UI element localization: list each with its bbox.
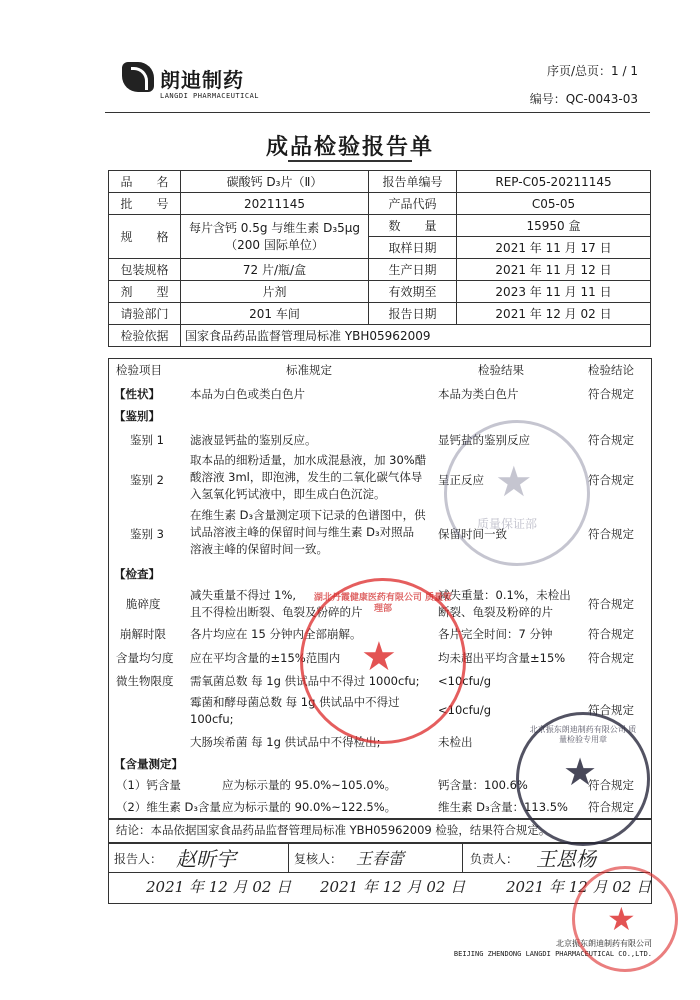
spec-line-2: （200 国际单位） — [225, 237, 324, 252]
traits-result: 本品为类白色片 — [438, 387, 519, 401]
id1-result: 显钙盐的鉴别反应 — [438, 433, 530, 447]
col-item-header: 检验项目 — [116, 363, 162, 377]
vitd3-item: （2）维生素 D₃含量 — [116, 800, 221, 814]
traits-std: 本品为白色或类白色片 — [190, 387, 305, 401]
vitd3-result: 维生素 D₃含量：113.5% — [438, 800, 568, 814]
id2-conclusion: 符合规定 — [588, 473, 634, 487]
footer-stamp-star-icon: ★ — [607, 900, 636, 938]
title-underline — [288, 160, 412, 162]
spec-line-1: 每片含钙 0.5g 与维生素 D₃5μg — [188, 220, 361, 235]
disintegration-result: 各片完全时间：7 分钟 — [438, 627, 553, 641]
manager-signature: 王恩杨 — [536, 847, 596, 871]
calcium-std: 应为标示量的 95.0%~105.0%。 — [222, 778, 397, 792]
disintegration-conclusion: 符合规定 — [588, 627, 634, 641]
id1-item: 鉴别 1 — [130, 433, 164, 447]
header-rule — [105, 112, 650, 113]
signoff-rule — [108, 872, 650, 873]
vitd3-conclusion: 符合规定 — [588, 800, 634, 814]
friability-conclusion: 符合规定 — [588, 597, 634, 611]
calcium-result: 钙含量：100.6% — [438, 778, 528, 792]
qa-stamp-icon — [444, 420, 590, 566]
basis-label: 检验依据 — [109, 325, 181, 347]
uniformity-result: 均未超出平均含量±15% — [438, 651, 566, 665]
report-no-label: 报告单编号 — [369, 171, 457, 193]
red-stamp-star-icon: ★ — [361, 634, 397, 680]
traits-conclusion: 符合规定 — [588, 387, 634, 401]
col-result-header: 检验结果 — [478, 363, 524, 377]
qty-label: 数 量 — [369, 215, 457, 237]
disintegration-std: 各片均应在 15 分钟内全部崩解。 — [190, 627, 362, 641]
uniformity-item: 含量均匀度 — [116, 651, 174, 665]
disintegration-item: 崩解时限 — [120, 627, 166, 641]
company-logo-icon — [122, 62, 154, 92]
manager-date: 2021 年 12 月 02 日 — [506, 878, 652, 896]
id1-std: 滤液显钙盐的鉴别反应。 — [190, 433, 317, 447]
reviewer-date: 2021 年 12 月 02 日 — [320, 878, 466, 896]
id3-result: 保留时间一致 — [438, 527, 507, 541]
red-company-stamp-icon — [300, 578, 466, 744]
sample-date-value: 2021 年 11 月 17 日 — [457, 237, 651, 259]
batch-value: 20211145 — [181, 193, 369, 215]
document-number: 编号：QC-0043-03 — [529, 92, 638, 106]
id2-std-line-3: 入氢氧化钙试液中，即生成白色沉淀。 — [190, 487, 386, 501]
reporter-signature: 赵昕宇 — [176, 847, 236, 871]
footer-company-en: BEIJING ZHENDONG LANGDI PHARMACEUTICAL CO.,LTD. — [453, 950, 652, 958]
calcium-item: （1）钙含量 — [116, 778, 181, 792]
batch-label: 批 号 — [109, 193, 181, 215]
vitd3-std: 应为标示量的 90.0%~122.5%。 — [222, 800, 397, 814]
red-stamp-text: 湖北丹霞健康医药有限公司 质量管理部 — [313, 593, 453, 614]
microbial-std-line-2: 霉菌和酵母菌总数 每 1g 供试品中不得过 — [190, 695, 400, 709]
id3-std-line-3: 溶液主峰的保留时间一致。 — [190, 542, 328, 556]
report-no-value: REP-C05-20211145 — [457, 171, 651, 193]
basis-value: 国家食品药品监督管理局标准 YBH05962009 — [181, 325, 651, 347]
expiry-label: 有效期至 — [369, 281, 457, 303]
id2-std-line-1: 取本品的细粉适量，加水成混悬液，加 30%醋 — [190, 453, 427, 467]
microbial-result-3: 未检出 — [438, 735, 473, 749]
id2-std-line-2: 酸溶液 3ml，即泡沸，发生的二氧化碳气体导 — [190, 470, 423, 484]
uniformity-conclusion: 符合规定 — [588, 651, 634, 665]
col-std-header: 标准规定 — [286, 363, 332, 377]
friability-item: 脆碎度 — [126, 597, 161, 611]
section-identification: 【鉴别】 — [114, 409, 160, 423]
dept-value: 201 车间 — [181, 303, 369, 325]
reviewer-label: 复核人： — [294, 852, 343, 866]
friability-std-line-2: 且不得检出断裂、龟裂及粉碎的片 — [190, 605, 363, 619]
calcium-conclusion: 符合规定 — [588, 778, 634, 792]
blue-inspection-stamp-icon — [516, 712, 650, 846]
sample-date-label: 取样日期 — [369, 237, 457, 259]
product-value: 碳酸钙 D₃片（Ⅱ） — [181, 171, 369, 193]
id2-item: 鉴别 2 — [130, 473, 164, 487]
prod-date-value: 2021 年 11 月 12 日 — [457, 259, 651, 281]
info-table — [108, 170, 651, 347]
conclusion-text: 结论：本品依据国家食品药品监督管理局标准 YBH05962009 检验，结果符合规定。 — [116, 823, 551, 837]
id3-item: 鉴别 3 — [130, 527, 164, 541]
reviewer-signature: 王春蕾 — [356, 849, 405, 868]
footer-company-cn: 北京振东朗迪制药有限公司 — [556, 939, 652, 948]
uniformity-std: 应在平均含量的±15%范围内 — [190, 651, 341, 665]
section-check: 【检查】 — [114, 567, 160, 581]
page-number: 序页/总页：1 / 1 — [547, 64, 638, 78]
form-value: 片剂 — [181, 281, 369, 303]
prod-date-label: 生产日期 — [369, 259, 457, 281]
product-label: 品 名 — [109, 171, 181, 193]
report-date-label: 报告日期 — [369, 303, 457, 325]
id3-std-line-1: 在维生素 D₃含量测定项下记录的色谱图中，供 — [190, 508, 426, 522]
friability-result-line-2: 断裂、龟裂及粉碎的片 — [438, 605, 553, 619]
id3-std-line-2: 试品溶液主峰的保留时间与维生素 D₃对照品 — [190, 525, 415, 539]
microbial-std-line-4: 大肠埃希菌 每 1g 供试品中不得检出; — [190, 735, 381, 749]
friability-result-line-1: 减失重量：0.1%，未检出 — [438, 588, 571, 602]
col-conclusion-header: 检验结论 — [588, 363, 634, 377]
blue-stamp-star-icon: ★ — [563, 750, 598, 794]
expiry-value: 2023 年 11 月 11 日 — [457, 281, 651, 303]
id1-conclusion: 符合规定 — [588, 433, 634, 447]
signoff-divider-2 — [462, 842, 463, 872]
microbial-item: 微生物限度 — [116, 674, 174, 688]
id2-result: 呈正反应 — [438, 473, 484, 487]
dept-label: 请验部门 — [109, 303, 181, 325]
pack-value: 72 片/瓶/盒 — [181, 259, 369, 281]
qa-stamp-star-icon: ★ — [495, 457, 533, 506]
blue-stamp-text: 北京振东朗迪制药有限公司 质量检验专用章 — [529, 725, 637, 744]
reporter-date: 2021 年 12 月 02 日 — [146, 878, 292, 896]
form-label: 剂 型 — [109, 281, 181, 303]
company-name-cn: 朗迪制药 — [160, 68, 244, 92]
microbial-std-line-1: 需氧菌总数 每 1g 供试品中不得过 1000cfu; — [190, 674, 420, 688]
spec-value — [181, 215, 369, 259]
reporter-label: 报告人： — [114, 852, 163, 866]
microbial-result-2: <10cfu/g — [438, 703, 492, 717]
manager-label: 负责人： — [470, 852, 519, 866]
pack-label: 包装规格 — [109, 259, 181, 281]
microbial-std-line-3: 100cfu; — [190, 712, 234, 726]
red-footer-stamp-icon — [572, 866, 678, 972]
qa-stamp-text: 质量保证部 — [477, 517, 538, 531]
id3-conclusion: 符合规定 — [588, 527, 634, 541]
code-value: C05-05 — [457, 193, 651, 215]
qty-value: 15950 盒 — [457, 215, 651, 237]
code-label: 产品代码 — [369, 193, 457, 215]
section-traits: 【性状】 — [114, 387, 160, 401]
section-content: 【含量测定】 — [114, 757, 183, 771]
signoff-divider-1 — [288, 842, 289, 872]
page-title: 成品检验报告单 — [265, 135, 434, 160]
report-date-value: 2021 年 12 月 02 日 — [457, 303, 651, 325]
friability-std-line-1: 减失重量不得过 1%, — [190, 588, 297, 602]
microbial-conclusion: 符合规定 — [588, 703, 634, 717]
microbial-result-1: <10cfu/g — [438, 674, 492, 688]
spec-label: 规 格 — [109, 215, 181, 259]
company-name-en: LANGDI PHARMACEUTICAL — [160, 92, 260, 100]
